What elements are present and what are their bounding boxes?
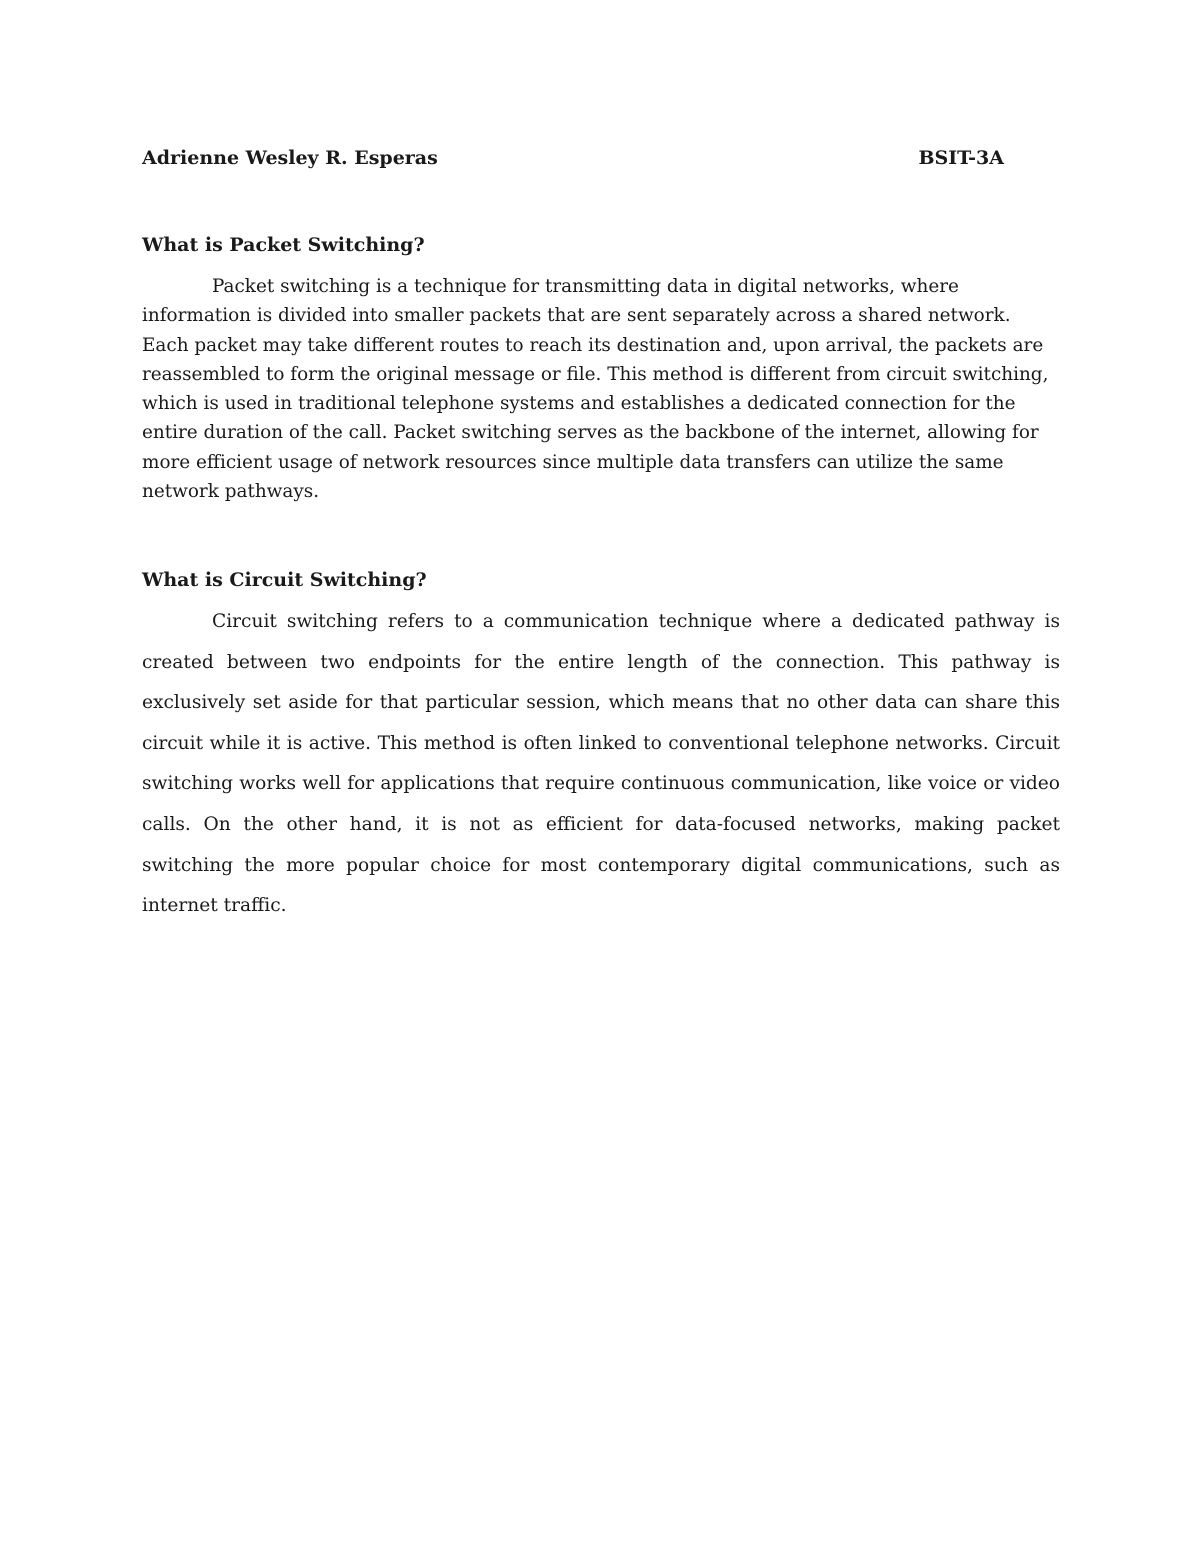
section-code: BSIT-3A (918, 147, 1004, 169)
paragraph-circuit-switching: Circuit switching refers to a communication technique where a dedicated pathway is created between two endpoints for the entire length of the connection. This pathway is exclusively set aside for that particular session, which means that no other data can share this circuit while it is active. This method is often linked to conventional telephone networks. Circuit switching works well for applications that require continuous communication, like voice or video calls. On the other hand, it is not as efficient for data-focused networks, making packet switching the more popular choice for most contemporary digital communications, such as internet traffic. (142, 611, 1060, 917)
paragraph-packet-switching: Packet switching is a technique for transmitting data in digital networks, where information is divided into smaller packets that are sent separately across a shared network. Each packet may take different routes to reach its destination and, upon arrival, the packets are reassembled to form the original message or file. This method is different from circuit switching, which is used in traditional telephone systems and establishes a dedicated connection for the entire duration of the call. Packet switching serves as the backbone of the internet, allowing for more efficient usage of network resources since multiple data transfers can utilize the same network pathways. (142, 276, 1049, 503)
section-heading-circuit-switching: What is Circuit Switching? (142, 569, 427, 591)
document-header (142, 143, 1004, 173)
section-heading-packet-switching: What is Packet Switching? (142, 234, 425, 256)
author-name: Adrienne Wesley R. Esperas (142, 147, 438, 169)
